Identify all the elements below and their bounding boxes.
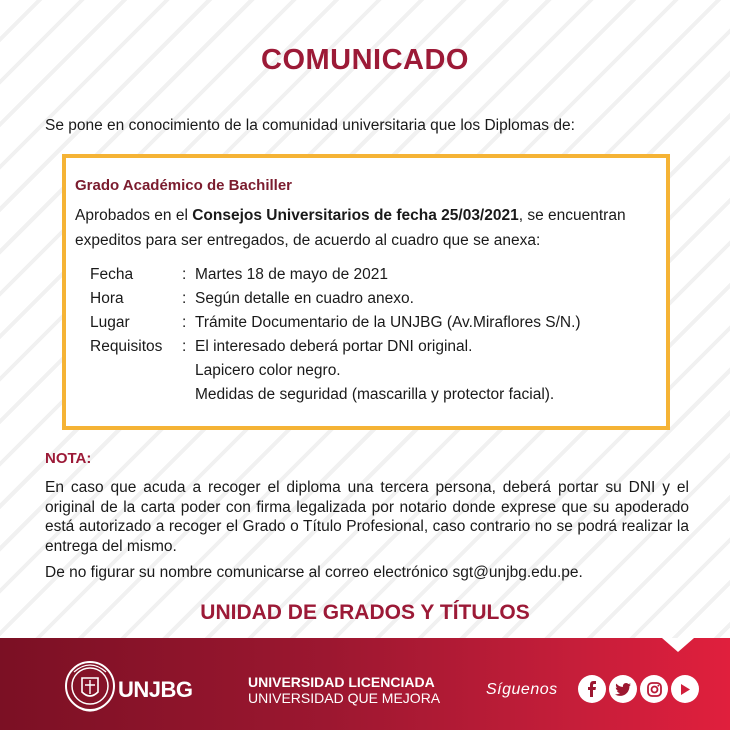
detail-colon: : bbox=[182, 338, 187, 355]
footer-notch bbox=[662, 638, 694, 652]
detail-colon: : bbox=[182, 290, 187, 307]
detail-colon: : bbox=[182, 266, 187, 283]
slogan-line-2: UNIVERSIDAD QUE MEJORA bbox=[248, 690, 441, 706]
nota-paragraph: En caso que acuda a recoger el diploma una tercera persona, deberá portar su DNI y el original de la carta poder con firma legalizada por notario donde exprese que su apoderado está autorizado a recoger el Grado o Título Profesional, caso contrario no se podrá realizar la entrega del mismo. bbox=[45, 479, 689, 555]
detail-value: Trámite Documentario de la UNJBG (Av.Miraflores S/N.) bbox=[195, 314, 581, 331]
nota-contact: De no figurar su nombre comunicarse al correo electrónico sgt@unjbg.edu.pe. bbox=[45, 564, 583, 581]
box-paragraph bbox=[75, 204, 655, 253]
intro-text: Se pone en conocimiento de la comunidad universitaria que los Diplomas de: bbox=[45, 117, 575, 134]
instagram-icon[interactable] bbox=[640, 675, 668, 703]
detail-value: El interesado deberá portar DNI original. bbox=[195, 338, 473, 355]
box-paragraph-bold: Consejos Universitarios de fecha 25/03/2021 bbox=[192, 207, 519, 224]
detail-value: Martes 18 de mayo de 2021 bbox=[195, 266, 389, 283]
detail-colon: : bbox=[182, 314, 187, 331]
detail-label: Lugar bbox=[90, 314, 130, 331]
brand-logo: UNJBG bbox=[118, 677, 193, 702]
detail-label: Requisitos bbox=[90, 338, 163, 355]
diploma-info-box bbox=[62, 154, 670, 430]
facebook-icon[interactable] bbox=[578, 675, 606, 703]
box-paragraph-suffix: , se encuentran expeditos para ser entregados, de acuerdo al cuadro que se anexa: bbox=[75, 207, 626, 249]
detail-value: Según detalle en cuadro anexo. bbox=[195, 290, 414, 307]
page-title: COMUNICADO bbox=[261, 44, 469, 76]
follow-label: Síguenos bbox=[486, 681, 558, 698]
box-paragraph-prefix: Aprobados en el bbox=[75, 207, 193, 224]
twitter-icon[interactable] bbox=[609, 675, 637, 703]
detail-label: Hora bbox=[90, 290, 124, 307]
university-crest-icon bbox=[64, 654, 116, 718]
unit-signature: UNIDAD DE GRADOS Y TÍTULOS bbox=[200, 601, 530, 624]
detail-value: Lapicero color negro. bbox=[195, 362, 341, 379]
nota-heading: NOTA: bbox=[45, 450, 92, 467]
detail-label: Fecha bbox=[90, 266, 134, 283]
detail-value: Medidas de seguridad (mascarilla y protector facial). bbox=[195, 386, 555, 403]
box-heading: Grado Académico de Bachiller bbox=[75, 177, 293, 194]
slogan-line-1: UNIVERSIDAD LICENCIADA bbox=[248, 674, 435, 690]
youtube-icon[interactable] bbox=[671, 675, 699, 703]
